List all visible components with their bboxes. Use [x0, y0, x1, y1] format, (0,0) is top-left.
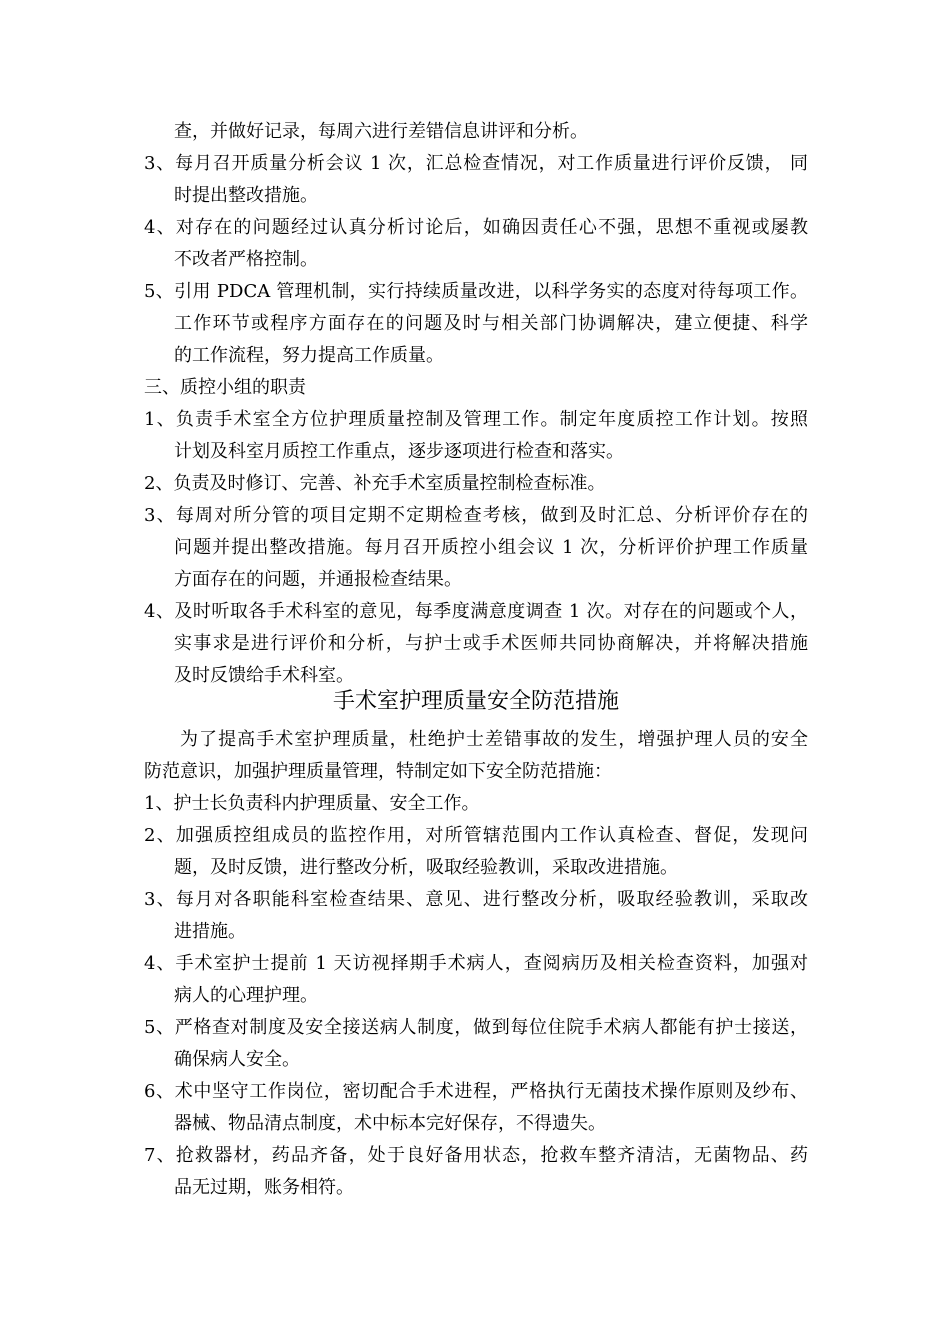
list-item-line: 5、引用 PDCA 管理机制，实行持续质量改进，以科学务实的态度对待每项工作。	[144, 281, 808, 302]
list-item-line: 及时反馈给手术科室。	[174, 665, 354, 686]
list-item-line: 进措施。	[174, 921, 246, 942]
list-item-line: 3、每月召开质量分析会议 1 次，汇总检查情况，对工作质量进行评价反馈， 同	[144, 153, 808, 174]
section-title: 三、质控小组的职责	[144, 377, 306, 398]
list-item-line: 7、抢救器材，药品齐备，处于良好备用状态，抢救车整齐清洁，无菌物品、药	[144, 1145, 808, 1166]
document-heading: 手术室护理质量安全防范措施	[332, 689, 619, 714]
list-item-line: 时提出整改措施。	[174, 185, 318, 206]
list-item-line: 器械、物品清点制度，术中标本完好保存，不得遗失。	[174, 1113, 606, 1134]
list-item-line: 确保病人安全。	[174, 1049, 300, 1070]
list-item-line: 6、术中坚守工作岗位，密切配合手术进程，严格执行无菌技术操作原则及纱布、	[144, 1081, 808, 1102]
list-item-line: 1、护士长负责科内护理质量、安全工作。	[144, 793, 480, 814]
list-item-line: 问题并提出整改措施。每月召开质控小组会议 1 次，分析评价护理工作质量	[174, 537, 808, 558]
list-item-line: 4、及时听取各手术科室的意见，每季度满意度调查 1 次。对存在的问题或个人，	[144, 601, 808, 622]
list-item-line: 病人的心理护理。	[174, 985, 318, 1006]
list-item-line: 不改者严格控制。	[174, 249, 318, 270]
list-item-line: 3、每周对所分管的项目定期不定期检查考核，做到及时汇总、分析评价存在的	[144, 505, 808, 526]
list-item-line: 3、每月对各职能科室检查结果、意见、进行整改分析，吸取经验教训，采取改	[144, 889, 808, 910]
list-item-line: 的工作流程，努力提高工作质量。	[174, 345, 444, 366]
list-item-line: 题，及时反馈，进行整改分析，吸取经验教训，采取改进措施。	[174, 857, 678, 878]
continuation-line: 查，并做好记录，每周六进行差错信息讲评和分析。	[174, 121, 588, 142]
list-item-line: 1、负责手术室全方位护理质量控制及管理工作。制定年度质控工作计划。按照	[144, 409, 808, 430]
intro-line: 为了提高手术室护理质量，杜绝护士差错事故的发生，增强护理人员的安全	[180, 729, 808, 750]
list-item-line: 2、加强质控组成员的监控作用，对所管辖范围内工作认真检查、督促，发现问	[144, 825, 808, 846]
list-item-line: 计划及科室月质控工作重点，逐步逐项进行检查和落实。	[174, 441, 624, 462]
intro-line: 防范意识，加强护理质量管理，特制定如下安全防范措施：	[144, 761, 612, 782]
list-item-line: 5、严格查对制度及安全接送病人制度，做到每位住院手术病人都能有护士接送，	[144, 1017, 808, 1038]
list-item-line: 工作环节或程序方面存在的问题及时与相关部门协调解决，建立便捷、科学	[174, 313, 808, 334]
list-item-line: 实事求是进行评价和分析，与护士或手术医师共同协商解决，并将解决措施	[174, 633, 808, 654]
list-item-line: 方面存在的问题，并通报检查结果。	[174, 569, 462, 590]
list-item-line: 4、手术室护士提前 1 天访视择期手术病人，查阅病历及相关检查资料，加强对	[144, 953, 808, 974]
list-item-line: 2、负责及时修订、完善、补充手术室质量控制检查标准。	[144, 473, 606, 494]
list-item-line: 品无过期，账务相符。	[174, 1177, 354, 1198]
list-item-line: 4、对存在的问题经过认真分析讨论后，如确因责任心不强，思想不重视或屡教	[144, 217, 808, 238]
